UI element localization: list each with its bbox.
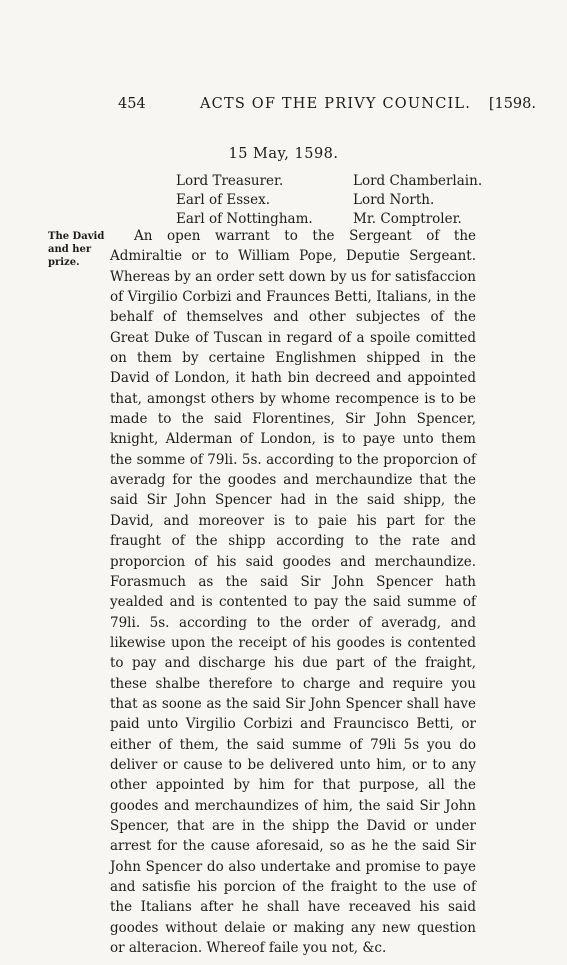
body-text bbox=[110, 226, 476, 958]
attendance-right-column bbox=[353, 172, 482, 229]
running-title: ACTS OF THE PRIVY COUNCIL. bbox=[200, 96, 472, 112]
body-paragraph: An open warrant to the Sergeant of the Admiraltie or to William Pope, Deputie Sergeant. Whereas by an order sett down by us for satisfaccion of Virgilio Corbizi and Fraunces Betti, Italians, in the behalf of themselves and other subjectes of the Great Duke of Tuscan in regard of a spoile comitted on them by certaine Englishmen shipped in the David of London, it hath bin decreed and appointed that, amongst others by whome recompence is to be made to the said Florentines, Sir John Spencer, knight, Alderman of London, is to paye unto them the somme of 79li. 5s. according to the proporcion of averadg for the goodes and merchaundize that the said Sir John Spencer had in the said shipp, the David, and moreover is to paie his part for the fraught of the shipp according to the rate and proporcion of his said goodes and merchaundize. Forasmuch as the said Sir John Spencer hath yealded and is contented to pay the said summe of 79li. 5s. according to the order of averadg, and likewise upon the receipt of his goodes is contented to pay and discharge his due part of the fraight, these shalbe therefore to charge and require you that as soone as the said Sir John Spencer shall have paid unto Virgilio Corbizi and Frauncisco Betti, or either of them, the said summe of 79li 5s you do deliver or cause to be delivered unto him, or to any other appointed by him for that purpose, all the goodes and merchaundizes of him, the said Sir John Spencer, that are in the shipp the David or under arrest for the cause aforesaid, so as he the said Sir John Spencer do also undertake and promise to paye and satisfie his porcion of the fraight to the use of the Italians after he shall have receaved his said goodes without delaie or making any new question or alteracion. Whereof faile you not, &c. bbox=[110, 228, 476, 957]
attendee-name: Mr. Comptroler. bbox=[353, 211, 462, 227]
running-header bbox=[118, 96, 536, 118]
running-year: [1598. bbox=[488, 96, 536, 112]
marginal-note: The David and her prize. bbox=[48, 231, 105, 268]
date-heading: 15 May, 1598. bbox=[228, 146, 339, 162]
attendee-name: Earl of Essex. bbox=[176, 192, 270, 208]
attendance-left-column bbox=[176, 172, 313, 229]
attendee-name: Lord North. bbox=[353, 192, 435, 208]
attendee-name: Lord Chamberlain. bbox=[353, 173, 483, 189]
attendee-name: Earl of Nottingham. bbox=[176, 211, 313, 227]
page-number: 454 bbox=[118, 96, 146, 112]
attendee-name: Lord Treasurer. bbox=[176, 173, 284, 189]
